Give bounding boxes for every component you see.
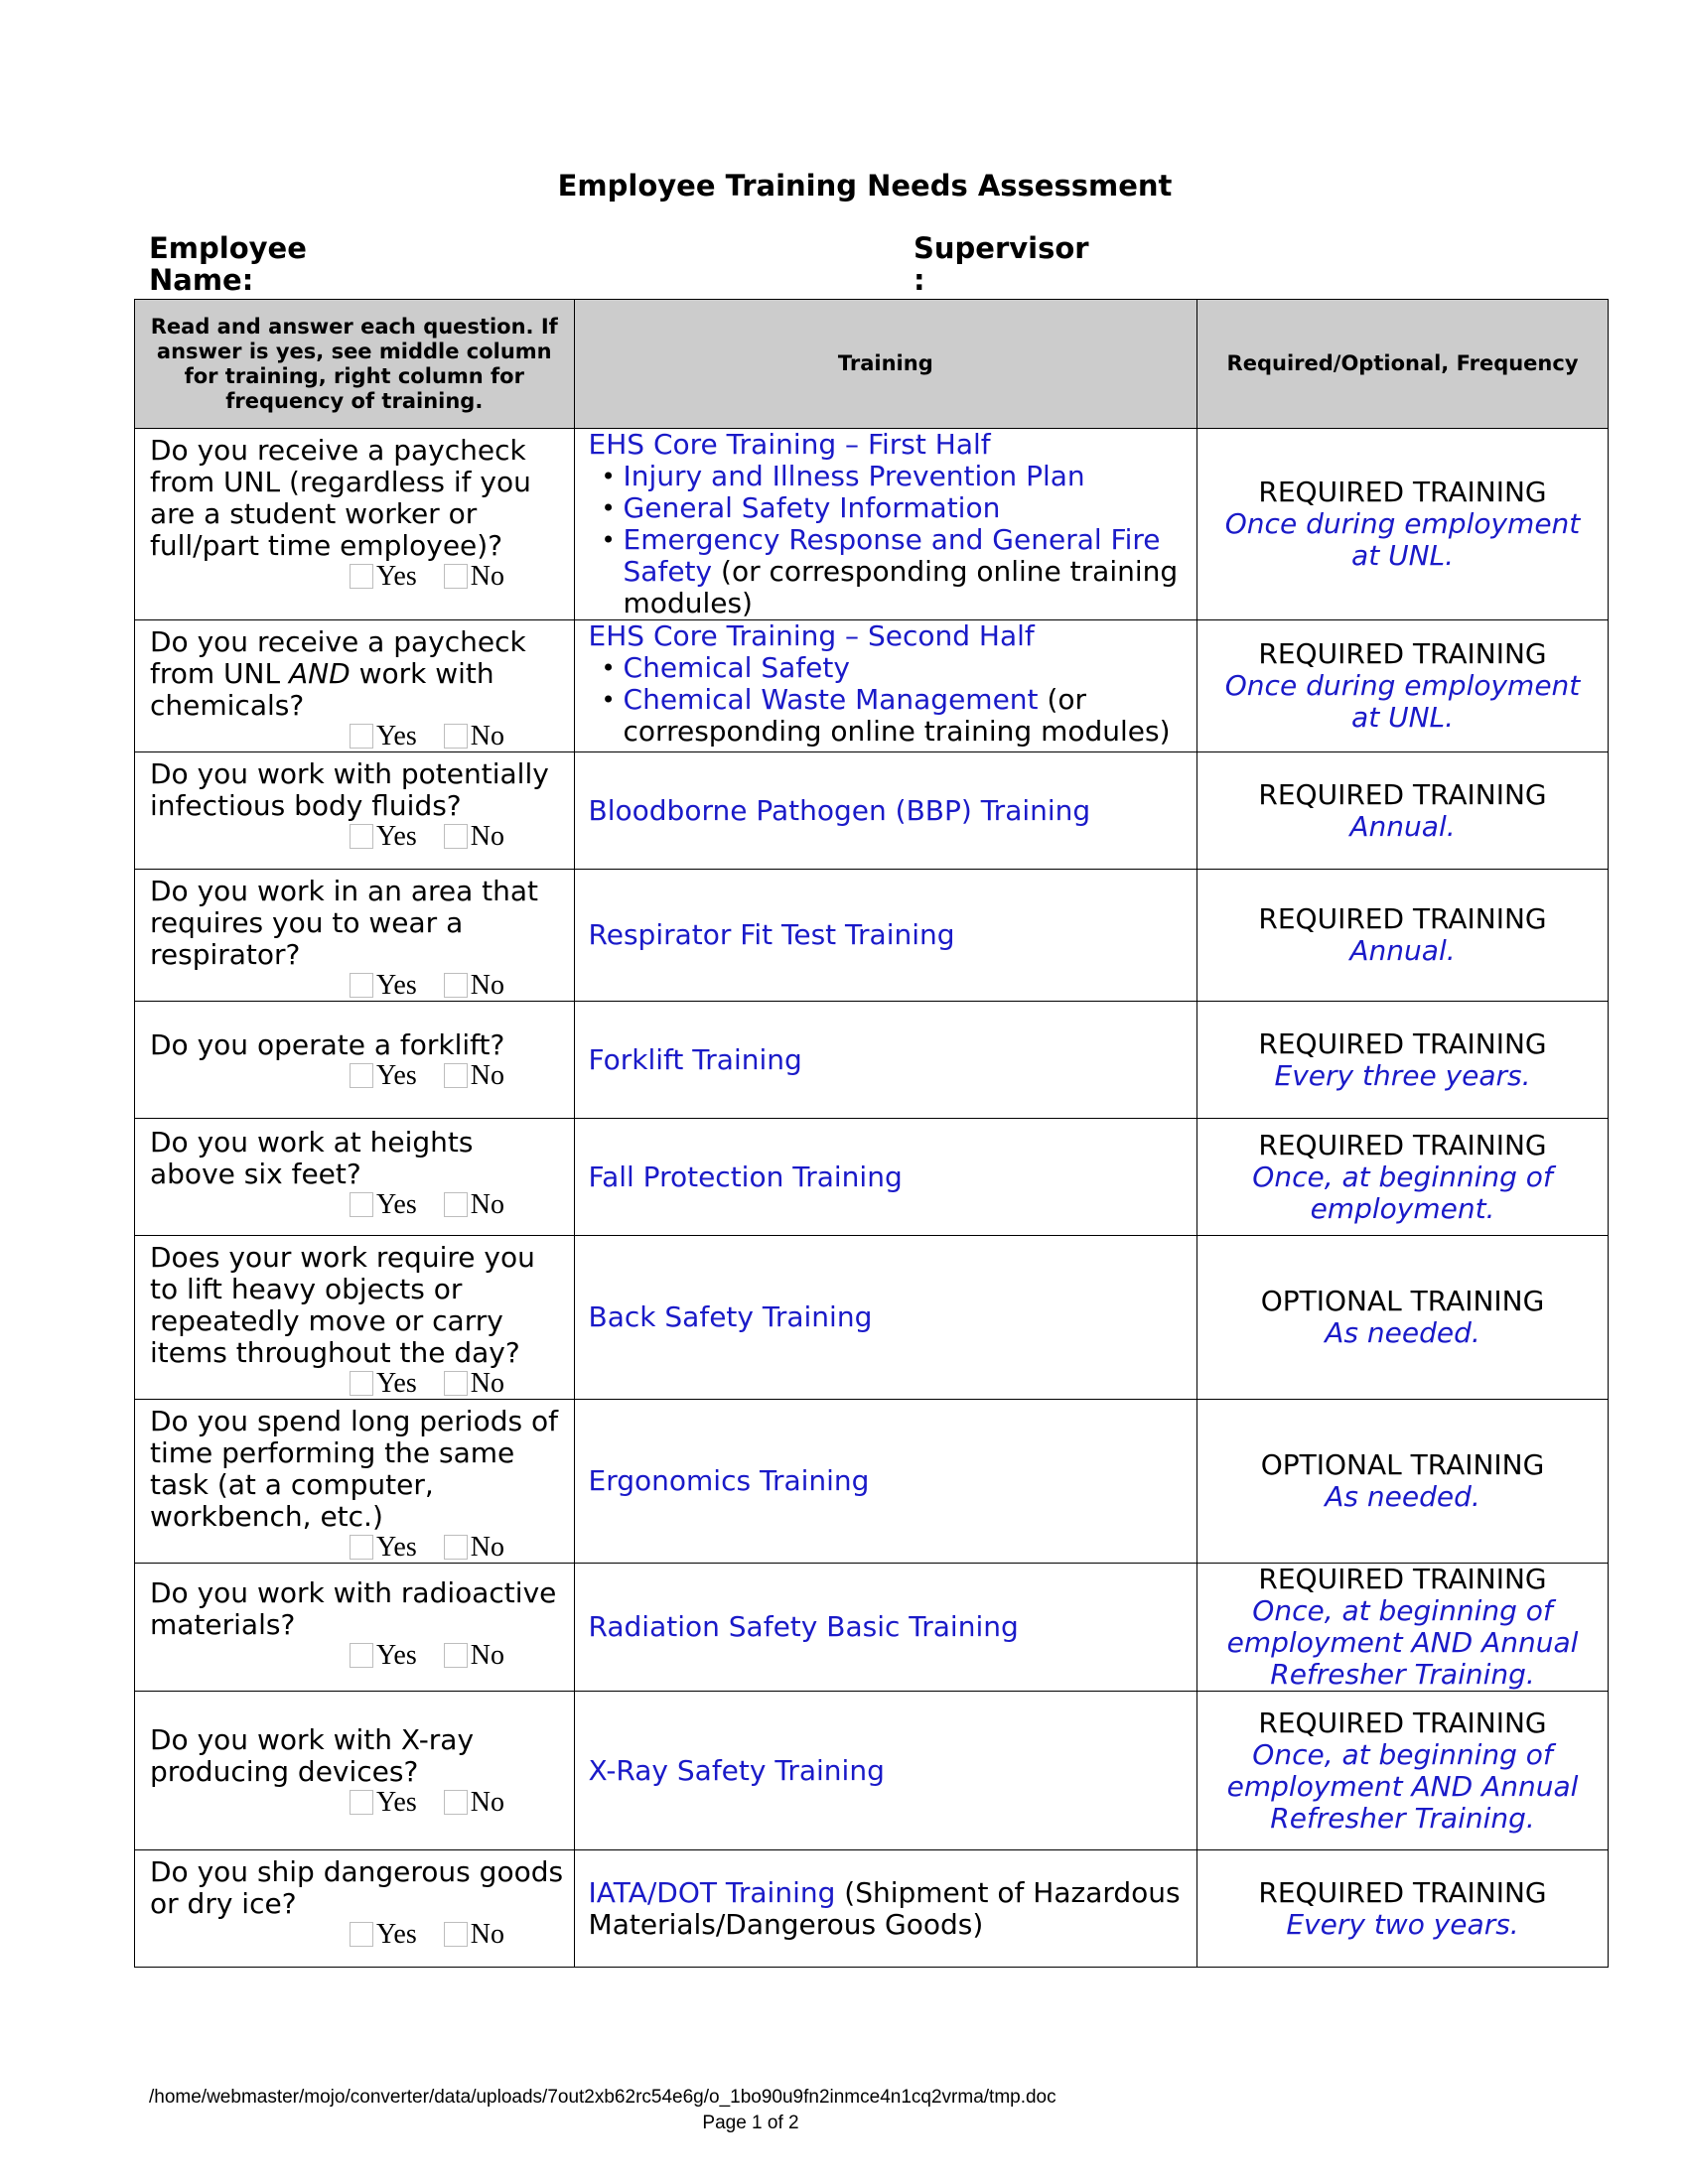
question-cell: [135, 1400, 575, 1564]
training-topic-link[interactable]: • Injury and Illness Prevention Plan: [611, 461, 1184, 492]
question-text: Do you work in an area that requires you to wear a respirator?: [150, 875, 539, 971]
question-cell: [135, 870, 575, 1002]
supervisor-label: Supervisor :: [914, 231, 1089, 297]
training-status: REQUIRED TRAINING: [1258, 637, 1547, 670]
no-label: No: [470, 1919, 504, 1950]
yes-checkbox[interactable]: [350, 973, 373, 998]
frequency-cell: [1197, 1564, 1609, 1692]
no-label: No: [470, 1786, 504, 1818]
frequency-cell: [1197, 752, 1609, 870]
training-note: (or corresponding online training modules): [623, 555, 1179, 619]
no-label: No: [470, 1368, 504, 1399]
table-row: [135, 429, 1609, 620]
question-text: Do you operate a forklift?: [150, 1027, 505, 1061]
training-status: OPTIONAL TRAINING: [1260, 1448, 1545, 1481]
question-cell: [135, 1002, 575, 1119]
training-note: (or corresponding online training modules): [623, 683, 1171, 748]
no-checkbox[interactable]: [444, 1371, 468, 1396]
yes-label: Yes: [376, 561, 417, 592]
no-label: No: [470, 561, 504, 592]
table-row: [135, 1400, 1609, 1564]
training-topic-link[interactable]: Chemical Waste Management: [623, 683, 1039, 716]
no-checkbox[interactable]: [444, 1643, 468, 1668]
yes-no-choice: [150, 1788, 564, 1818]
table-row: [135, 1236, 1609, 1400]
training-topic-link[interactable]: Emergency Response and General Fire Safety: [623, 523, 1161, 588]
no-label: No: [470, 970, 504, 1001]
question-cell: [135, 752, 575, 870]
yes-checkbox[interactable]: [350, 824, 373, 849]
training-link[interactable]: Radiation Safety Basic Training: [588, 1610, 1019, 1643]
no-label: No: [470, 1189, 504, 1220]
yes-label: Yes: [376, 1919, 417, 1950]
no-checkbox[interactable]: [444, 724, 468, 749]
training-status: REQUIRED TRAINING: [1258, 1563, 1547, 1595]
frequency-cell: [1197, 1400, 1609, 1564]
question-cell: [135, 1850, 575, 1968]
question-cell: [135, 1564, 575, 1692]
question-cell: [135, 1692, 575, 1850]
no-checkbox[interactable]: [444, 564, 468, 589]
training-topic-list: [589, 652, 1184, 748]
question-text: Do you work with X-ray producing devices?: [150, 1722, 475, 1788]
table-row: [135, 1002, 1609, 1119]
question-text: Do you work at heights above six feet?: [150, 1126, 474, 1190]
training-status: REQUIRED TRAINING: [1258, 1128, 1547, 1161]
page-title: Employee Training Needs Assessment: [557, 169, 1173, 203]
page-number: Page 1 of 2: [702, 2113, 799, 2133]
training-frequency: Every two years.: [1286, 1907, 1519, 1941]
no-checkbox[interactable]: [444, 1535, 468, 1560]
training-cell: [574, 1850, 1197, 1968]
yes-checkbox[interactable]: [350, 1371, 373, 1396]
question-text: Do you receive a paycheck from UNL AND work with chemicals?: [150, 625, 526, 722]
no-checkbox[interactable]: [444, 1063, 468, 1088]
frequency-cell: [1197, 1002, 1609, 1119]
training-link[interactable]: Ergonomics Training: [588, 1464, 870, 1497]
question-cell: [135, 429, 575, 620]
yes-checkbox[interactable]: [350, 724, 373, 749]
table-row: [135, 1564, 1609, 1692]
question-cell: [135, 1119, 575, 1236]
training-frequency: Once, at beginning of employment AND Annual Refresher Training.: [1226, 1737, 1579, 1835]
yes-label: Yes: [376, 1368, 417, 1399]
frequency-column-header: Required/Optional, Frequency: [1197, 300, 1609, 429]
question-cell: [135, 1236, 575, 1400]
no-checkbox[interactable]: [444, 973, 468, 998]
training-assessment-table: [134, 299, 1609, 1968]
question-column-header: Read and answer each question. If answer is yes, see middle column for training, right column for frequency of training.: [135, 300, 575, 429]
table-row: [135, 1692, 1609, 1850]
no-checkbox[interactable]: [444, 1192, 468, 1217]
training-link[interactable]: Fall Protection Training: [588, 1160, 903, 1193]
question-text: Does your work require you to lift heavy objects or repeatedly move or carry items throughout the day?: [150, 1241, 535, 1369]
table-row: [135, 870, 1609, 1002]
question-text: Do you receive a paycheck from UNL (regardless if you are a student worker or full/part time employee)?: [150, 434, 531, 562]
yes-label: Yes: [376, 1786, 417, 1818]
training-topic-list: [589, 461, 1184, 619]
yes-no-choice: [150, 562, 564, 592]
training-cell: [574, 1236, 1197, 1400]
training-status: REQUIRED TRAINING: [1258, 777, 1547, 811]
training-frequency: Once, at beginning of employment.: [1252, 1160, 1553, 1225]
training-frequency: As needed.: [1325, 1316, 1480, 1349]
yes-no-choice: [150, 971, 564, 1001]
training-frequency: Once during employment at UNL.: [1224, 669, 1581, 734]
training-cell: [574, 870, 1197, 1002]
no-checkbox[interactable]: [444, 1790, 468, 1815]
training-link[interactable]: X-Ray Safety Training: [588, 1753, 885, 1787]
training-frequency: Once during employment at UNL.: [1224, 507, 1581, 572]
question-cell: [135, 620, 575, 752]
training-cell: [574, 1692, 1197, 1850]
no-label: No: [470, 721, 504, 751]
question-text: Do you spend long periods of time performing the same task (at a computer, workbench, etc.): [150, 1405, 558, 1533]
yes-checkbox[interactable]: [350, 1643, 373, 1668]
no-label: No: [470, 1532, 504, 1563]
training-cell: [574, 752, 1197, 870]
yes-no-choice: [150, 822, 564, 852]
yes-checkbox[interactable]: [350, 1192, 373, 1217]
frequency-cell: [1197, 1119, 1609, 1236]
training-status: REQUIRED TRAINING: [1258, 902, 1547, 935]
training-cell: [574, 1119, 1197, 1236]
training-link[interactable]: Bloodborne Pathogen (BBP) Training: [588, 793, 1091, 827]
yes-label: Yes: [376, 1189, 417, 1220]
frequency-cell: [1197, 1850, 1609, 1968]
frequency-cell: [1197, 620, 1609, 752]
training-cell: [574, 1002, 1197, 1119]
table-row: [135, 752, 1609, 870]
training-frequency: As needed.: [1325, 1480, 1480, 1513]
training-status: OPTIONAL TRAINING: [1260, 1285, 1545, 1317]
training-cell: [574, 1400, 1197, 1564]
training-link[interactable]: Forklift Training: [588, 1042, 802, 1076]
no-label: No: [470, 1059, 504, 1091]
training-status: REQUIRED TRAINING: [1258, 476, 1547, 508]
employee-name-label: Employee Name:: [149, 231, 307, 297]
question-text: Do you ship dangerous goods or dry ice?: [150, 1855, 564, 1920]
training-frequency: Every three years.: [1274, 1058, 1531, 1092]
yes-checkbox[interactable]: [350, 564, 373, 589]
table-row: [135, 620, 1609, 752]
yes-no-choice: [150, 1061, 564, 1091]
frequency-cell: [1197, 1692, 1609, 1850]
yes-checkbox[interactable]: [350, 1922, 373, 1947]
yes-label: Yes: [376, 821, 417, 852]
no-label: No: [470, 1640, 504, 1671]
question-text: Do you work with radioactive materials?: [150, 1576, 557, 1641]
training-link[interactable]: EHS Core Training – First Half: [588, 428, 991, 461]
frequency-cell: [1197, 429, 1609, 620]
training-status: REQUIRED TRAINING: [1258, 1026, 1547, 1060]
training-cell: [574, 429, 1197, 620]
yes-no-choice: [150, 1641, 564, 1671]
file-path: /home/webmaster/mojo/converter/data/uploads/7out2xb62rc54e6g/o_1bo90u9fn2inmce4n1cq2vrma/tmp.doc: [149, 2087, 1056, 2108]
question-text: Do you work with potentially infectious body fluids?: [150, 757, 549, 822]
yes-no-choice: [150, 1369, 564, 1399]
yes-no-choice: [150, 1920, 564, 1950]
yes-label: Yes: [376, 1532, 417, 1563]
yes-checkbox[interactable]: [350, 1790, 373, 1815]
yes-label: Yes: [376, 1640, 417, 1671]
yes-no-choice: [150, 1533, 564, 1563]
table-row: [135, 1850, 1609, 1968]
training-status: REQUIRED TRAINING: [1258, 1706, 1547, 1739]
frequency-cell: [1197, 870, 1609, 1002]
yes-label: Yes: [376, 970, 417, 1001]
training-note: (Shipment of Hazardous Materials/Dangerous Goods): [588, 1875, 1181, 1941]
training-link[interactable]: EHS Core Training – Second Half: [588, 619, 1035, 652]
training-status: REQUIRED TRAINING: [1258, 1875, 1547, 1909]
training-topic-link[interactable]: • Chemical Safety: [611, 652, 1184, 684]
training-link[interactable]: Back Safety Training: [588, 1300, 873, 1333]
training-frequency: Once, at beginning of employment AND Annual Refresher Training.: [1226, 1594, 1579, 1691]
yes-checkbox[interactable]: [350, 1063, 373, 1088]
yes-no-choice: [150, 1190, 564, 1220]
yes-label: Yes: [376, 721, 417, 751]
no-checkbox[interactable]: [444, 1922, 468, 1947]
training-link[interactable]: IATA/DOT Training: [588, 1875, 836, 1909]
training-topic-link[interactable]: • General Safety Information: [611, 492, 1184, 524]
training-cell: [574, 620, 1197, 752]
no-label: No: [470, 821, 504, 852]
table-row: [135, 1119, 1609, 1236]
training-frequency: Annual.: [1349, 809, 1456, 843]
training-link[interactable]: Respirator Fit Test Training: [588, 918, 955, 951]
emphasis-text: AND: [289, 657, 351, 690]
yes-checkbox[interactable]: [350, 1535, 373, 1560]
training-cell: [574, 1564, 1197, 1692]
no-checkbox[interactable]: [444, 824, 468, 849]
yes-label: Yes: [376, 1059, 417, 1091]
training-frequency: Annual.: [1349, 934, 1456, 967]
training-column-header: Training: [574, 300, 1197, 429]
frequency-cell: [1197, 1236, 1609, 1400]
yes-no-choice: [150, 722, 564, 751]
table-header-row: [135, 300, 1609, 429]
